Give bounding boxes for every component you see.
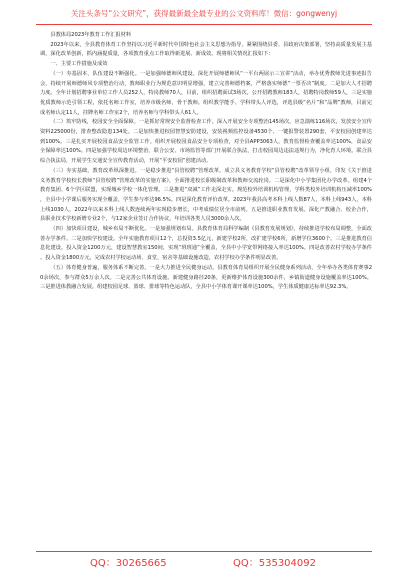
paragraph-construction: （四）加快项目建设，城乡布局不断优化。一是加强规划布局。县教育体育局科学编制《县教育发展规划》，持续推进学校布局调整，全面改善办学条件。二是加快学校建设。全年实施教育项目12个，总投资3.5亿元，新建学校2所，改扩建学校6所，新增学位3600个。三是推进教育信息化建设。投入资金1200万元，建设智慧教室150间，实现“班班通”全覆盖，全县中小学宽带网络接入率达100%。四是改善农村学校办学条件。投入资金1800万元，完成农村学校运动场、食堂、宿舍等基础设施改造，农村学校办学条件明显改善。 [40,226,372,262]
document-intro: 2023年以来，全县教育体育工作坚持以习近平新时代中国特色社会主义思想为指导，紧紧围绕县委、县政府决策部署，坚持高质量发展主基调，深化改革创新，抓内涵提质量，各项教育重点工作取得新进展、新成效。现将相关情况汇报如下： [40,41,372,58]
footer [36,557,372,571]
footer-divider [36,551,372,552]
paragraph-staff: （一）夯基固本，队伍建设不断强化。一是加强师德师风建设。深化开展师德师风“一平台两展示三宣讲”活动，举办优秀教师先进事迹报告会，持续开展师德师风专项整治行动，教师职业行为规范意识明显增强，建立完善师德档案，严格落实师德“一票否决”制度。二是加大人才招聘力度。全年计划招聘事业单位工作人员252人，特岗教师70人，目前，组织招聘面试3场次，公开招聘教师183人，招聘特岗教师59人，三是实施优质教师示范引领工程，依托名师工作室，培养市级名师，骨干教师。组织教学能手、学科带头人评选，评选县级“名片”和“品牌”教师，目前完成名师认定11人，挂牌名师工作室2个，培养名师与学科带头人61人。 [40,70,372,116]
paragraph-reform: （三）夯实基础，教育改革纵深推进。一是稳步推进“县管校聘”管理改革。成立县义务教育学校“县管校聘”改革领导小组，印发《关于推进义务教育学校校长教师“县管校聘”管理改革的实施方案》，全面推进校长职级制改革和教师交流轮岗。二是深化中小学集团化办学改革。组建4个教育集团、6个学区联盟，实现城乡学校一体化管理。三是推进“双减”工作走深走实。规范校外培训机构管理，学科类校外培训机构压减率100%，全县中小学课后服务实现全覆盖，学生参与率达96.5%。四是深化教育评价改革。2023年我县高考本科上线人数87人，本科上线943人，本科上线1030人，2022年以来本科上线人数连续两年实现稳步增长，中考成绩位居全市前列。五是推进职业教育发展。深化产教融合、校企合作，县职业技术学校新增专业2个，与12家企业签订合作协议，年培训各类人员3000余人次。 [40,167,372,223]
document-opening: 县教体局2023年教育工作汇报材料 [50,32,132,38]
footer-qq: QQ：30265665 [90,558,167,569]
header-banner: 关注头条号“公文研究”，获得最新最全最专业的公文资料库！微信：gongwenyj [70,9,338,18]
paragraph-safety: （二）筑牢防线，校园安全全面保障。一是抓好常规安全监督检查工作。深入开展安全专项整治145场次，应急演练116场次，发放安全宣传资料225000份，排查整改隐患134处。二是加快推进校园智慧安防建设，安装视频监控设备4530个、一键报警装置290套，平安校园创建率达到100%。三是扎实开展校园食品安全监管工作。组织开展校园食品安全专项检查，对全县APP3063人，教育监督检查覆盖率达100%，食品安全保障率达100%。四是加强学校周边环境整治，联合公安、市场监管等部门开展联合执法，打击校园周边违法违规行为，净化育人环境。联合县综合执法局，开展学生交通安全宣传教育活动，开展“平安校园”创建活动。 [40,119,372,165]
section-heading: 一、主要工作措施及成效 [50,61,108,68]
header-divider [36,24,372,25]
paragraph-sports: （五）体育健身普遍，服务体系不断完善。一是大力推进全民健身运动。县教育体育局组织开展全民健身系列活动，全年举办各类体育赛事20余场次，参与群众5万余人次。二是完善公共体育设施。新建健身路径20条，更新维护体育设施300余件，乡镇街道健身设施覆盖率达100%。三是推进体教融合发展。组建校园足球、篮球、排球等特色运动队，全县中小学体育课开课率达100%，学生体质健康达标率达92.3%。 [40,264,372,291]
document-body [40,31,372,293]
footer-qq-alt: QQ：535304092 [232,558,316,569]
